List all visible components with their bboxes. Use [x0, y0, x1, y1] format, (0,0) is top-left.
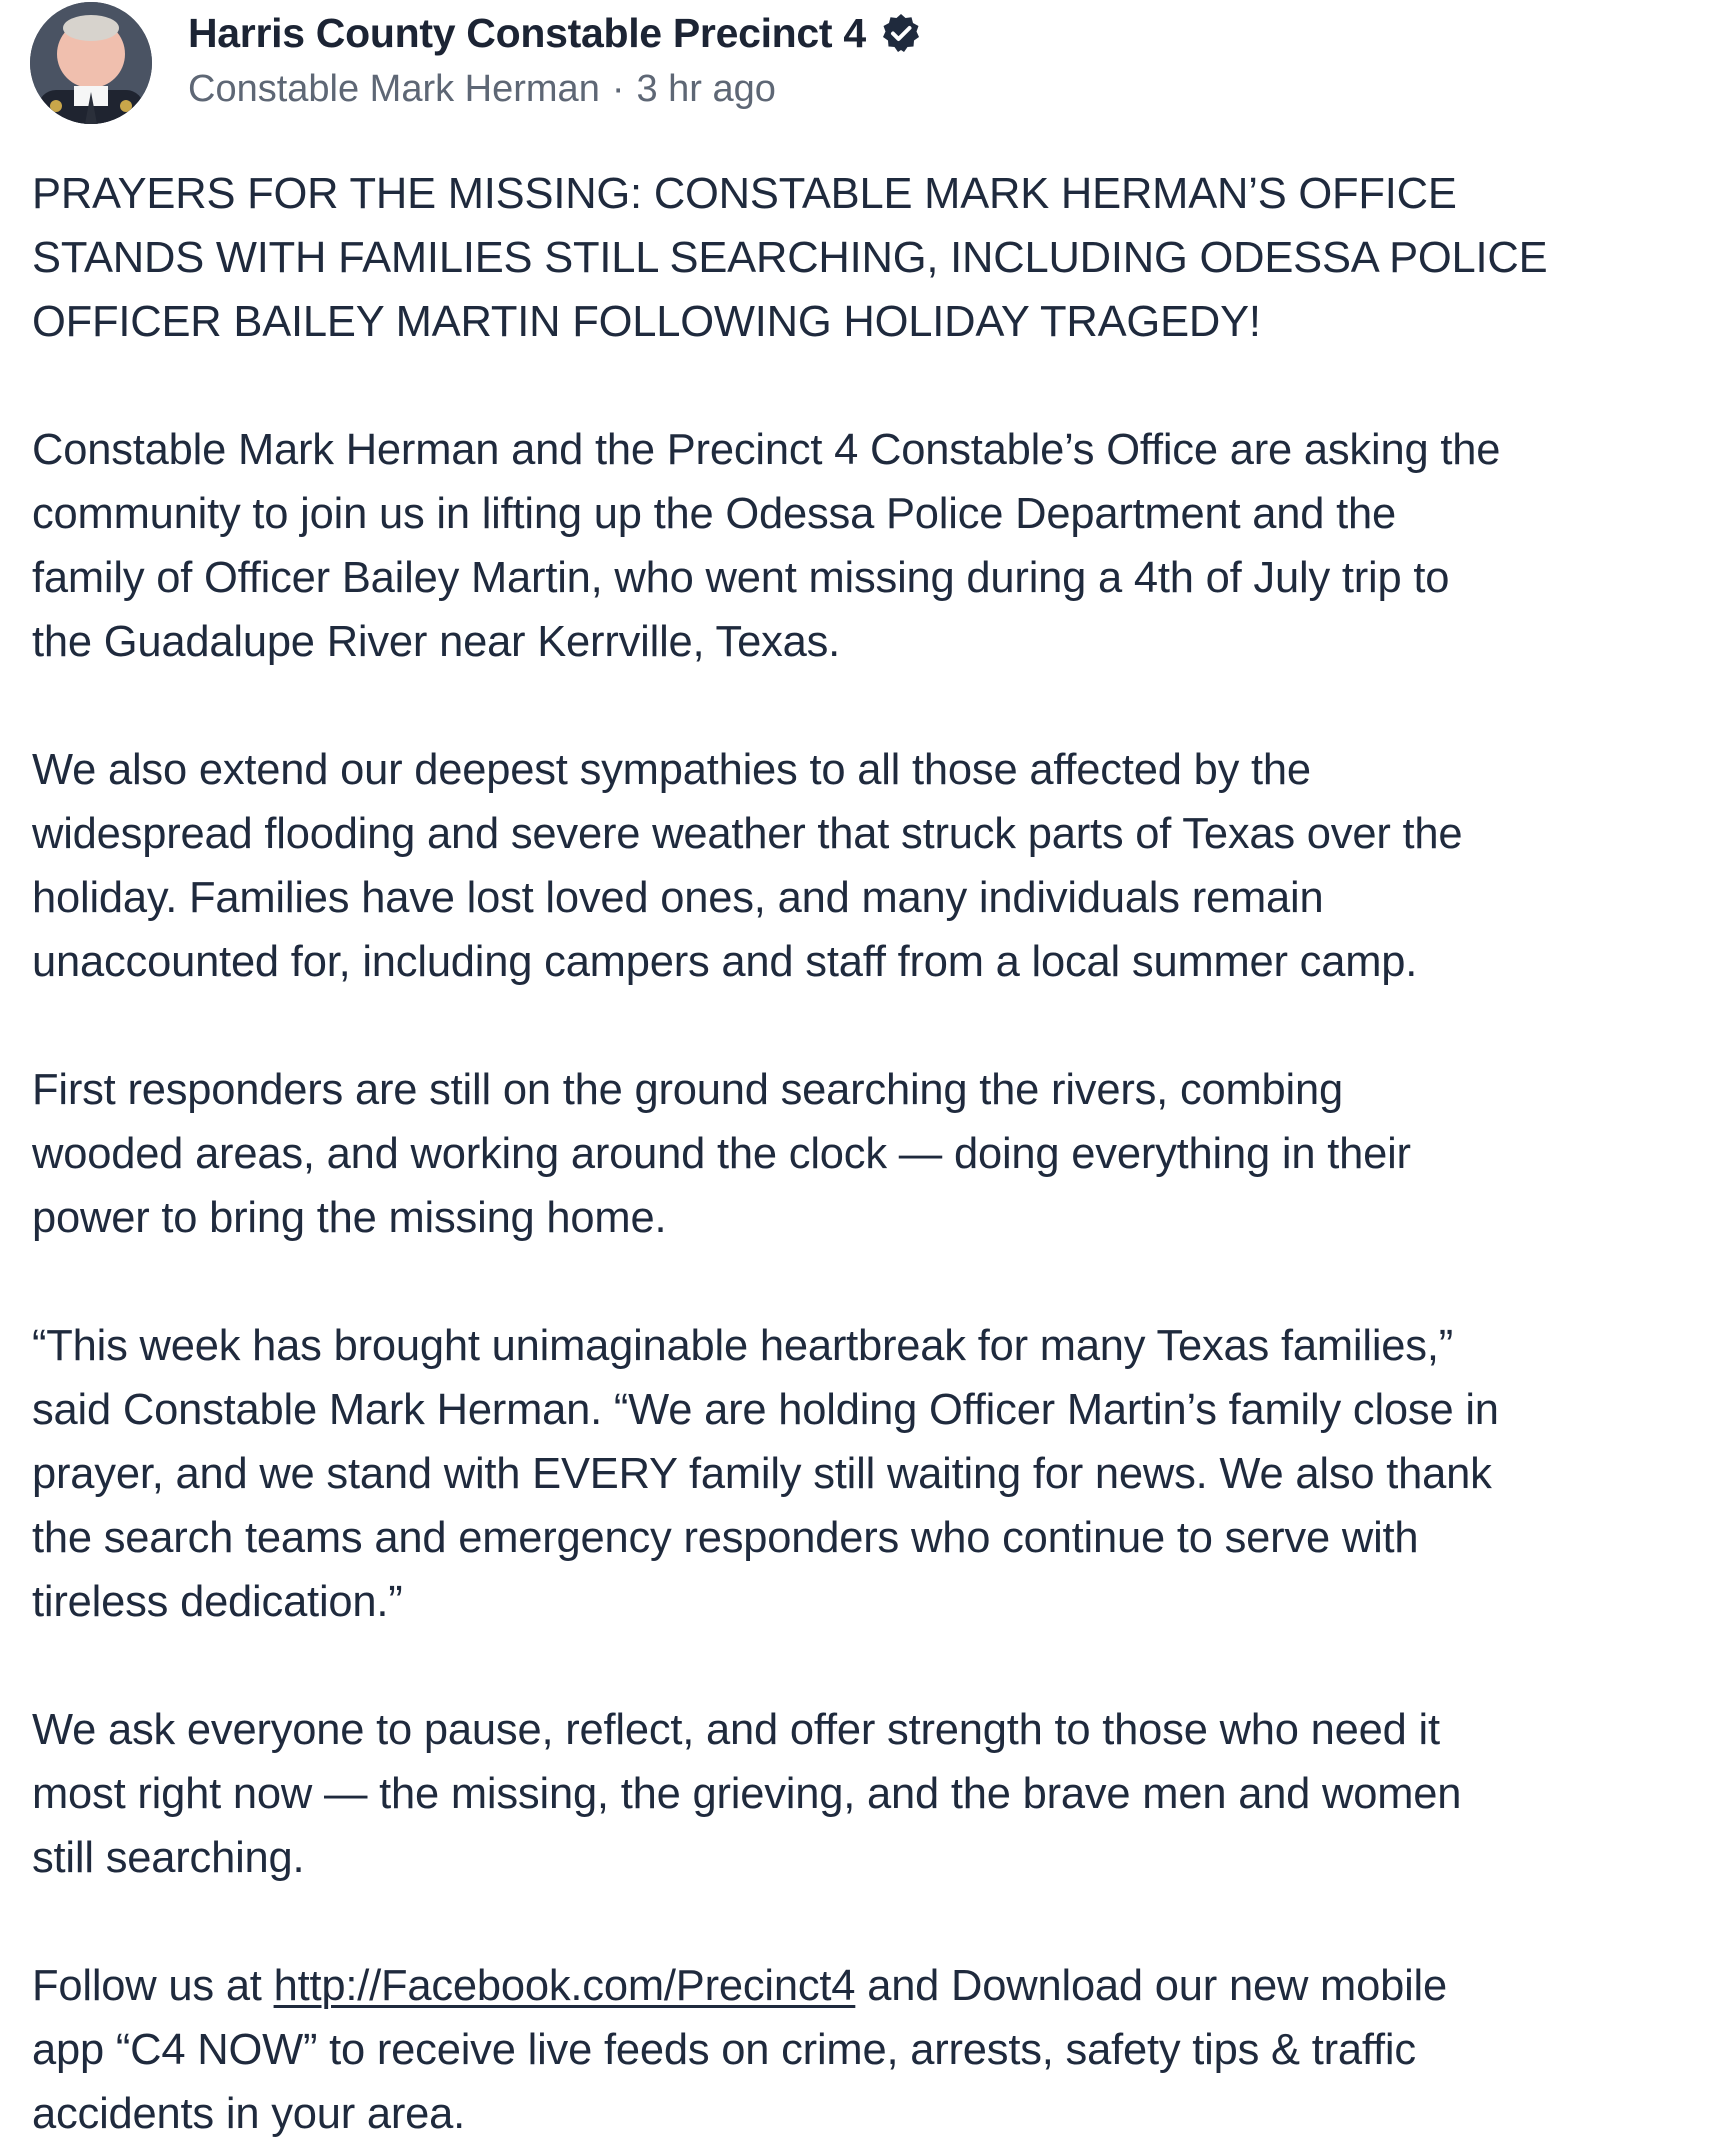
headline-line: STANDS WITH FAMILIES STILL SEARCHING, INCLUDING ODESSA POLICE — [32, 234, 1548, 282]
paragraph-line: most right now — the missing, the grieving, and the brave men and women — [32, 1770, 1462, 1818]
paragraph-line: still searching. — [32, 1834, 305, 1882]
post-paragraph-1 — [32, 418, 1692, 674]
headline-line: PRAYERS FOR THE MISSING: CONSTABLE MARK HERMAN’S OFFICE — [32, 170, 1457, 218]
post-headline — [32, 162, 1692, 354]
paragraph-line: prayer, and we stand with EVERY family still waiting for news. We also thank — [32, 1450, 1492, 1498]
paragraph-line: said Constable Mark Herman. “We are holding Officer Martin’s family close in — [32, 1386, 1499, 1434]
post-header — [30, 0, 922, 140]
post-meta — [188, 68, 922, 111]
paragraph-line: the Guadalupe River near Kerrville, Texas. — [32, 618, 841, 666]
paragraph-line: the search teams and emergency responders who continue to serve with — [32, 1514, 1419, 1562]
post-paragraph-6 — [32, 1954, 1692, 2146]
paragraph-line: We also extend our deepest sympathies to all those affected by the — [32, 746, 1311, 794]
post-timestamp[interactable]: 3 hr ago — [636, 68, 776, 110]
paragraph-line: app “C4 NOW” to receive live feeds on crime, arrests, safety tips & traffic — [32, 2026, 1416, 2074]
paragraph-line: widespread flooding and severe weather that struck parts of Texas over the — [32, 810, 1463, 858]
paragraph-line: wooded areas, and working around the clock — doing everything in their — [32, 1130, 1411, 1178]
avatar[interactable] — [30, 2, 152, 124]
post-body — [32, 162, 1692, 2146]
paragraph-line: accidents in your area. — [32, 2090, 466, 2138]
post-paragraph-5 — [32, 1698, 1692, 1890]
meta-separator: · — [611, 68, 625, 110]
paragraph-line: We ask everyone to pause, reflect, and offer strength to those who need it — [32, 1706, 1440, 1754]
post-paragraph-3 — [32, 1058, 1692, 1250]
verified-badge-icon — [880, 12, 922, 54]
facebook-link[interactable]: http://Facebook.com/Precinct4 — [273, 1962, 856, 2010]
paragraph-line: family of Officer Bailey Martin, who went missing during a 4th of July trip to — [32, 554, 1450, 602]
paragraph-line: Constable Mark Herman and the Precinct 4 Constable’s Office are asking the — [32, 426, 1501, 474]
paragraph-line: power to bring the missing home. — [32, 1194, 667, 1242]
paragraph-line: unaccounted for, including campers and staff from a local summer camp. — [32, 938, 1418, 986]
page-name[interactable]: Harris County Constable Precinct 4 — [188, 9, 866, 56]
paragraph-line: tireless dedication.” — [32, 1578, 403, 1626]
paragraph-text: and Download our new mobile — [855, 1962, 1447, 2010]
paragraph-line: “This week has brought unimaginable heartbreak for many Texas families,” — [32, 1322, 1453, 1370]
post-paragraph-2 — [32, 738, 1692, 994]
paragraph-text: Follow us at — [32, 1962, 274, 2010]
title-row — [188, 6, 922, 60]
profile-photo-icon — [30, 2, 152, 124]
paragraph-line: community to join us in lifting up the Odessa Police Department and the — [32, 490, 1397, 538]
author-name[interactable]: Constable Mark Herman — [188, 68, 600, 110]
paragraph-line: holiday. Families have lost loved ones, and many individuals remain — [32, 874, 1324, 922]
header-text — [188, 0, 922, 111]
post-paragraph-4 — [32, 1314, 1692, 1634]
headline-line: OFFICER BAILEY MARTIN FOLLOWING HOLIDAY TRAGEDY! — [32, 298, 1261, 346]
paragraph-line: First responders are still on the ground searching the rivers, combing — [32, 1066, 1343, 1114]
